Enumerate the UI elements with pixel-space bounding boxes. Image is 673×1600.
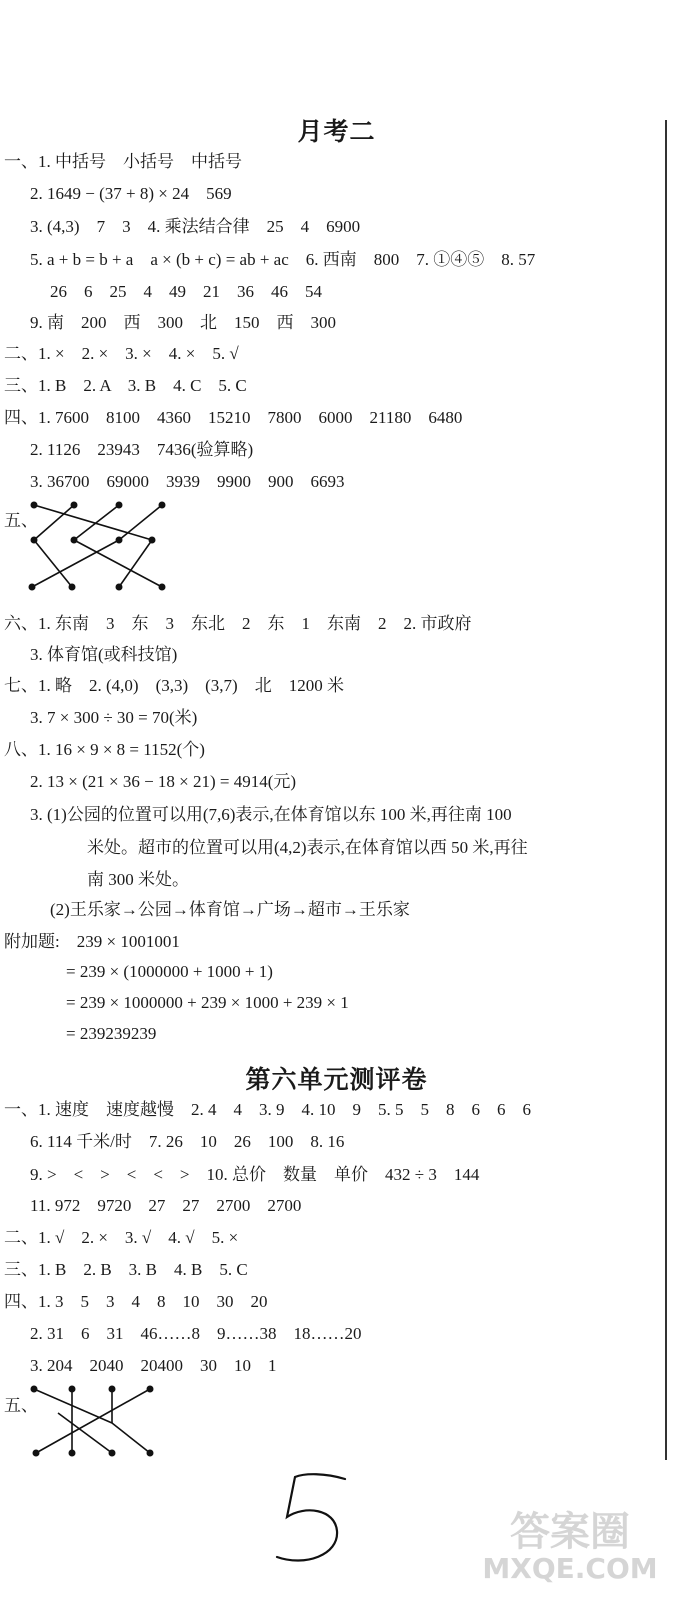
answer-line: 一、1. 速度 速度越慢 2. 4 4 3. 9 4. 10 9 5. 5 5 8 6 6 6 — [4, 1100, 531, 1119]
answer-line: 3. (4,3) 7 3 4. 乘法结合律 25 4 6900 — [30, 217, 361, 236]
section-title-monthly-exam: 月考二 — [297, 117, 376, 146]
match-dot — [109, 1386, 116, 1393]
answer-line: 3. 体育馆(或科技馆) — [30, 645, 178, 664]
section-title-unit6: 第六单元测评卷 — [245, 1065, 428, 1094]
answer-line: 米处。超市的位置可以用(4,2)表示,在体育馆以西 50 米,再往 — [87, 838, 528, 857]
answer-line: 七、1. 略 2. (4,0) (3,3) (3,7) 北 1200 米 — [4, 676, 344, 695]
answer-line: 一、1. 中括号 小括号 中括号 — [4, 152, 242, 171]
answer-line: 9. 南 200 西 300 北 150 西 300 — [30, 313, 336, 332]
page-edge-rule — [665, 120, 667, 1460]
answer-line: 三、1. B 2. A 3. B 4. C 5. C — [4, 376, 247, 395]
match-dot — [31, 1386, 38, 1393]
handwritten-page-number — [265, 1465, 355, 1575]
match-line — [119, 540, 152, 587]
match-dot — [116, 537, 123, 544]
answer-line: 四、1. 3 5 3 4 8 10 30 20 — [4, 1292, 268, 1311]
answer-line: = 239239239 — [66, 1024, 157, 1043]
answer-line: 9. > < > < < > 10. 总价 数量 单价 432 ÷ 3 144 — [30, 1165, 480, 1184]
match-line — [36, 1389, 150, 1453]
answer-line: 南 300 米处。 — [87, 870, 189, 889]
match-line — [74, 540, 162, 587]
match-dot — [147, 1450, 154, 1457]
answer-line: 三、1. B 2. B 3. B 4. B 5. C — [4, 1260, 248, 1279]
match-dot — [71, 537, 78, 544]
match-dot — [116, 584, 123, 591]
match-dot — [69, 1386, 76, 1393]
answer-line: 3. 7 × 300 ÷ 30 = 70(米) — [30, 708, 198, 727]
answer-line: 四、1. 7600 8100 4360 15210 7800 6000 21180 6480 — [4, 408, 463, 427]
match-line — [112, 1423, 150, 1453]
answer-line: = 239 × (1000000 + 1000 + 1) — [66, 962, 273, 981]
match-dot — [147, 1386, 154, 1393]
match-line — [119, 505, 162, 540]
answer-line: 5. a + b = b + a a × (b + c) = ab + ac 6. 西南 800 7. ①④⑤ 8. 57 — [30, 250, 536, 269]
answer-line: 2. 31 6 31 46……8 9……38 18……20 — [30, 1324, 362, 1343]
match-dot — [33, 1450, 40, 1457]
section-label-matching: 五、 — [4, 1396, 38, 1415]
answer-line: 八、1. 16 × 9 × 8 = 1152(个) — [4, 740, 205, 759]
answer-line: 26 6 25 4 49 21 36 46 54 — [50, 282, 322, 301]
answer-line: 3. (1)公园的位置可以用(7,6)表示,在体育馆以东 100 米,再往南 100 — [30, 805, 512, 824]
answer-line: 2. 13 × (21 × 36 − 18 × 21) = 4914(元) — [30, 772, 297, 791]
match-dot — [149, 537, 156, 544]
match-dot — [159, 584, 166, 591]
match-line — [74, 505, 119, 540]
watermark-logo: 答案圈 — [510, 1509, 630, 1555]
match-line — [32, 540, 119, 587]
answer-line: 二、1. × 2. × 3. × 4. × 5. √ — [4, 344, 239, 363]
answer-line: 2. 1126 23943 7436(验算略) — [30, 440, 254, 459]
match-dot — [69, 584, 76, 591]
matching-diagram-unit6 — [28, 1383, 158, 1463]
match-line — [34, 505, 152, 540]
answer-line: 6. 114 千米/时 7. 26 10 26 100 8. 16 — [30, 1132, 345, 1151]
matching-diagram-monthly — [24, 500, 174, 600]
match-dot — [159, 502, 166, 509]
match-dot — [109, 1450, 116, 1457]
answer-line: 3. 36700 69000 3939 9900 900 6693 — [30, 472, 345, 491]
match-dot — [71, 502, 78, 509]
answer-line: 11. 972 9720 27 27 2700 2700 — [30, 1196, 302, 1215]
answer-line: 3. 204 2040 20400 30 10 1 — [30, 1356, 277, 1375]
answer-line: = 239 × 1000000 + 239 × 1000 + 239 × 1 — [66, 993, 349, 1012]
answer-line: (2)王乐家→公园→体育馆→广场→超市→王乐家 — [50, 900, 410, 919]
watermark-url: MXQE.COM — [482, 1552, 658, 1585]
match-dot — [31, 502, 38, 509]
match-line — [34, 540, 72, 587]
match-dot — [29, 584, 36, 591]
match-dot — [31, 537, 38, 544]
answer-line: 附加题: 239 × 1001001 — [4, 932, 180, 951]
answer-line: 六、1. 东南 3 东 3 东北 2 东 1 东南 2 2. 市政府 — [4, 614, 472, 633]
section-label-matching: 五、 — [4, 511, 38, 530]
answer-line: 二、1. √ 2. × 3. √ 4. √ 5. × — [4, 1228, 239, 1247]
match-dot — [69, 1450, 76, 1457]
match-dot — [116, 502, 123, 509]
answer-line: 2. 1649 − (37 + 8) × 24 569 — [30, 184, 232, 203]
match-line — [34, 1389, 112, 1423]
